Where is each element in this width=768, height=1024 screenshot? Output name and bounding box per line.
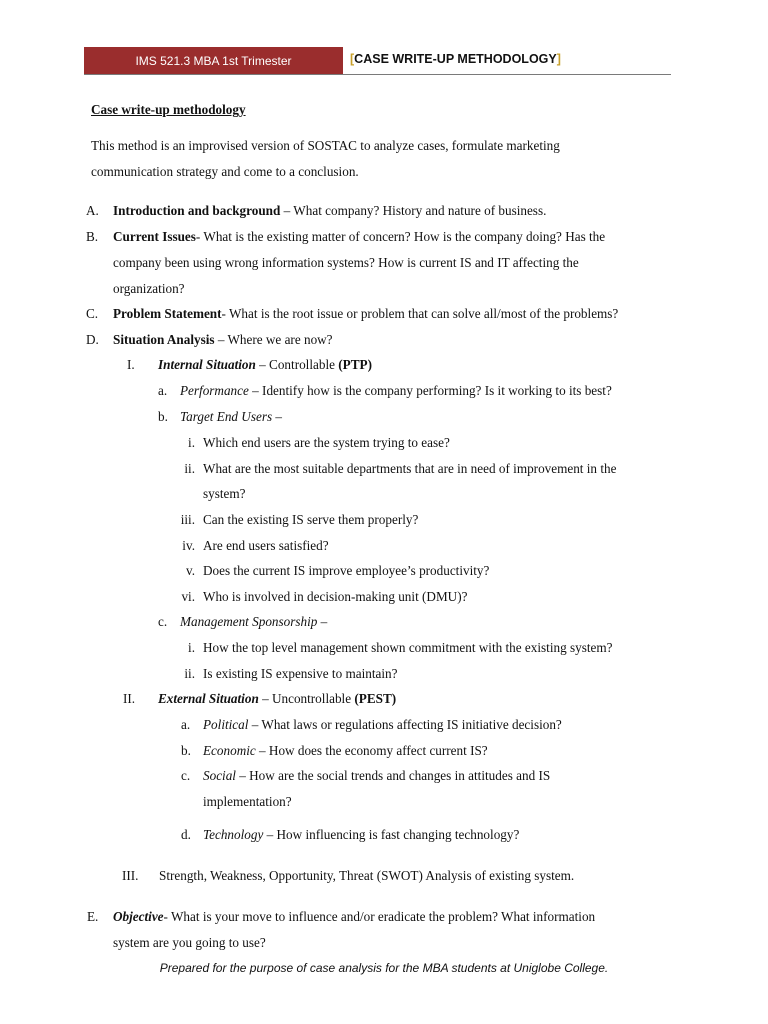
target-i-marker: i.	[188, 435, 195, 450]
bracket-open: [	[350, 52, 355, 66]
social-marker: c.	[181, 768, 191, 783]
section-c-marker: C.	[86, 306, 99, 321]
external-heading: External Situation	[158, 691, 259, 706]
economic-marker: b.	[181, 743, 191, 758]
target-vi-marker: vi.	[181, 589, 195, 604]
header-section-title	[350, 52, 561, 66]
target-ii-text-1: What are the most suitable departments that are in need of improvement in the	[203, 461, 617, 476]
technology-item	[203, 826, 519, 843]
management-label: Management Sponsorship	[180, 614, 318, 629]
target-ii-text-2: system?	[203, 486, 246, 501]
section-a-heading: Introduction and background	[113, 203, 281, 218]
management-item	[180, 613, 327, 630]
intro-line-2: communication strategy and come to a conclusion.	[91, 164, 359, 179]
economic-label: Economic	[203, 743, 256, 758]
economic-item	[203, 742, 488, 759]
internal-heading: Internal Situation	[158, 357, 256, 372]
performance-marker: a.	[158, 383, 168, 398]
target-ii-marker: ii.	[184, 461, 195, 476]
economic-text: – How does the economy affect current IS?	[255, 743, 488, 758]
technology-marker: d.	[181, 827, 191, 842]
political-text: – What laws or regulations affecting IS initiative decision?	[248, 717, 562, 732]
swot-marker: III.	[122, 868, 139, 883]
management-marker: c.	[158, 614, 168, 629]
target-text: –	[272, 409, 282, 424]
social-text-1: – How are the social trends and changes in attitudes and IS	[235, 768, 551, 783]
swot-text: Strength, Weakness, Opportunity, Threat (SWOT) Analysis of existing system.	[159, 868, 575, 883]
header-section: CASE WRITE-UP METHODOLOGY	[354, 52, 557, 66]
management-i-text: How the top level management shown commitment with the existing system?	[203, 640, 613, 655]
section-e-line-1	[113, 908, 595, 925]
intro-line-1: This method is an improvised version of SOSTAC to analyze cases, formulate marketing	[91, 138, 560, 153]
section-e-heading: Objective	[113, 909, 164, 924]
section-e-text-1: - What is your move to influence and/or eradicate the problem? What information	[163, 909, 596, 924]
target-vi-text: Who is involved in decision-making unit (DMU)?	[203, 589, 468, 604]
target-v-text: Does the current IS improve employee’s productivity?	[203, 563, 490, 578]
section-d-marker: D.	[86, 332, 99, 347]
internal-tag: (PTP)	[338, 357, 372, 372]
target-iv-text: Are end users satisfied?	[203, 538, 329, 553]
section-a	[113, 202, 546, 219]
target-v-marker: v.	[185, 563, 195, 578]
internal-text: – Controllable	[255, 357, 339, 372]
social-label: Social	[203, 768, 236, 783]
management-text: –	[317, 614, 328, 629]
management-ii-text: Is existing IS expensive to maintain?	[203, 666, 398, 681]
social-item	[203, 767, 550, 784]
internal-situation	[158, 356, 372, 373]
section-b-heading: Current Issues	[113, 229, 196, 244]
management-ii-marker: ii.	[184, 666, 195, 681]
section-b-text-1: - What is the existing matter of concern? How is the company doing? Has the	[195, 229, 606, 244]
external-text: – Uncontrollable	[258, 691, 355, 706]
social-text-2: implementation?	[203, 794, 292, 809]
performance-label: Performance	[180, 383, 249, 398]
section-a-text: – What company? History and nature of business.	[280, 203, 547, 218]
technology-label: Technology	[203, 827, 264, 842]
target-i-text: Which end users are the system trying to ease?	[203, 435, 450, 450]
header-divider	[84, 74, 671, 75]
target-iii-marker: iii.	[180, 512, 195, 527]
header-course-band	[84, 47, 343, 74]
political-marker: a.	[181, 717, 191, 732]
section-a-marker: A.	[86, 203, 99, 218]
header-course: IMS 521.3 MBA 1st Trimester	[135, 53, 292, 68]
section-b-marker: B.	[86, 229, 99, 244]
section-d-text: – Where we are now?	[214, 332, 333, 347]
external-tag: (PEST)	[354, 691, 397, 706]
performance-item	[180, 382, 612, 399]
section-c	[113, 305, 618, 322]
section-b-line-1	[113, 228, 605, 245]
section-e-marker: E.	[87, 909, 99, 924]
section-c-heading: Problem Statement	[113, 306, 222, 321]
bracket-close: ]	[556, 52, 561, 66]
section-d-heading: Situation Analysis	[113, 332, 215, 347]
section-d	[113, 331, 333, 348]
section-b-line-2: company been using wrong information systems? How is current IS and IT affecting the	[113, 255, 579, 270]
internal-marker: I.	[127, 357, 135, 372]
section-b-line-3: organization?	[113, 281, 185, 296]
target-marker: b.	[158, 409, 168, 424]
section-e-line-2: system are you going to use?	[113, 935, 266, 950]
target-label: Target End Users	[180, 409, 273, 424]
management-i-marker: i.	[188, 640, 195, 655]
political-item	[203, 716, 562, 733]
page-footer: Prepared for the purpose of case analysis for the MBA students at Uniglobe College.	[159, 961, 609, 975]
target-iii-text: Can the existing IS serve them properly?	[203, 512, 419, 527]
political-label: Political	[203, 717, 249, 732]
performance-text: – Identify how is the company performing? Is it working to its best?	[248, 383, 612, 398]
target-item	[180, 408, 282, 425]
section-c-text: - What is the root issue or problem that can solve all/most of the problems?	[221, 306, 619, 321]
external-marker: II.	[123, 691, 136, 706]
target-iv-marker: iv.	[182, 538, 195, 553]
external-situation	[158, 690, 396, 707]
technology-text: – How influencing is fast changing technology?	[263, 827, 520, 842]
page-title: Case write-up methodology	[91, 102, 246, 117]
